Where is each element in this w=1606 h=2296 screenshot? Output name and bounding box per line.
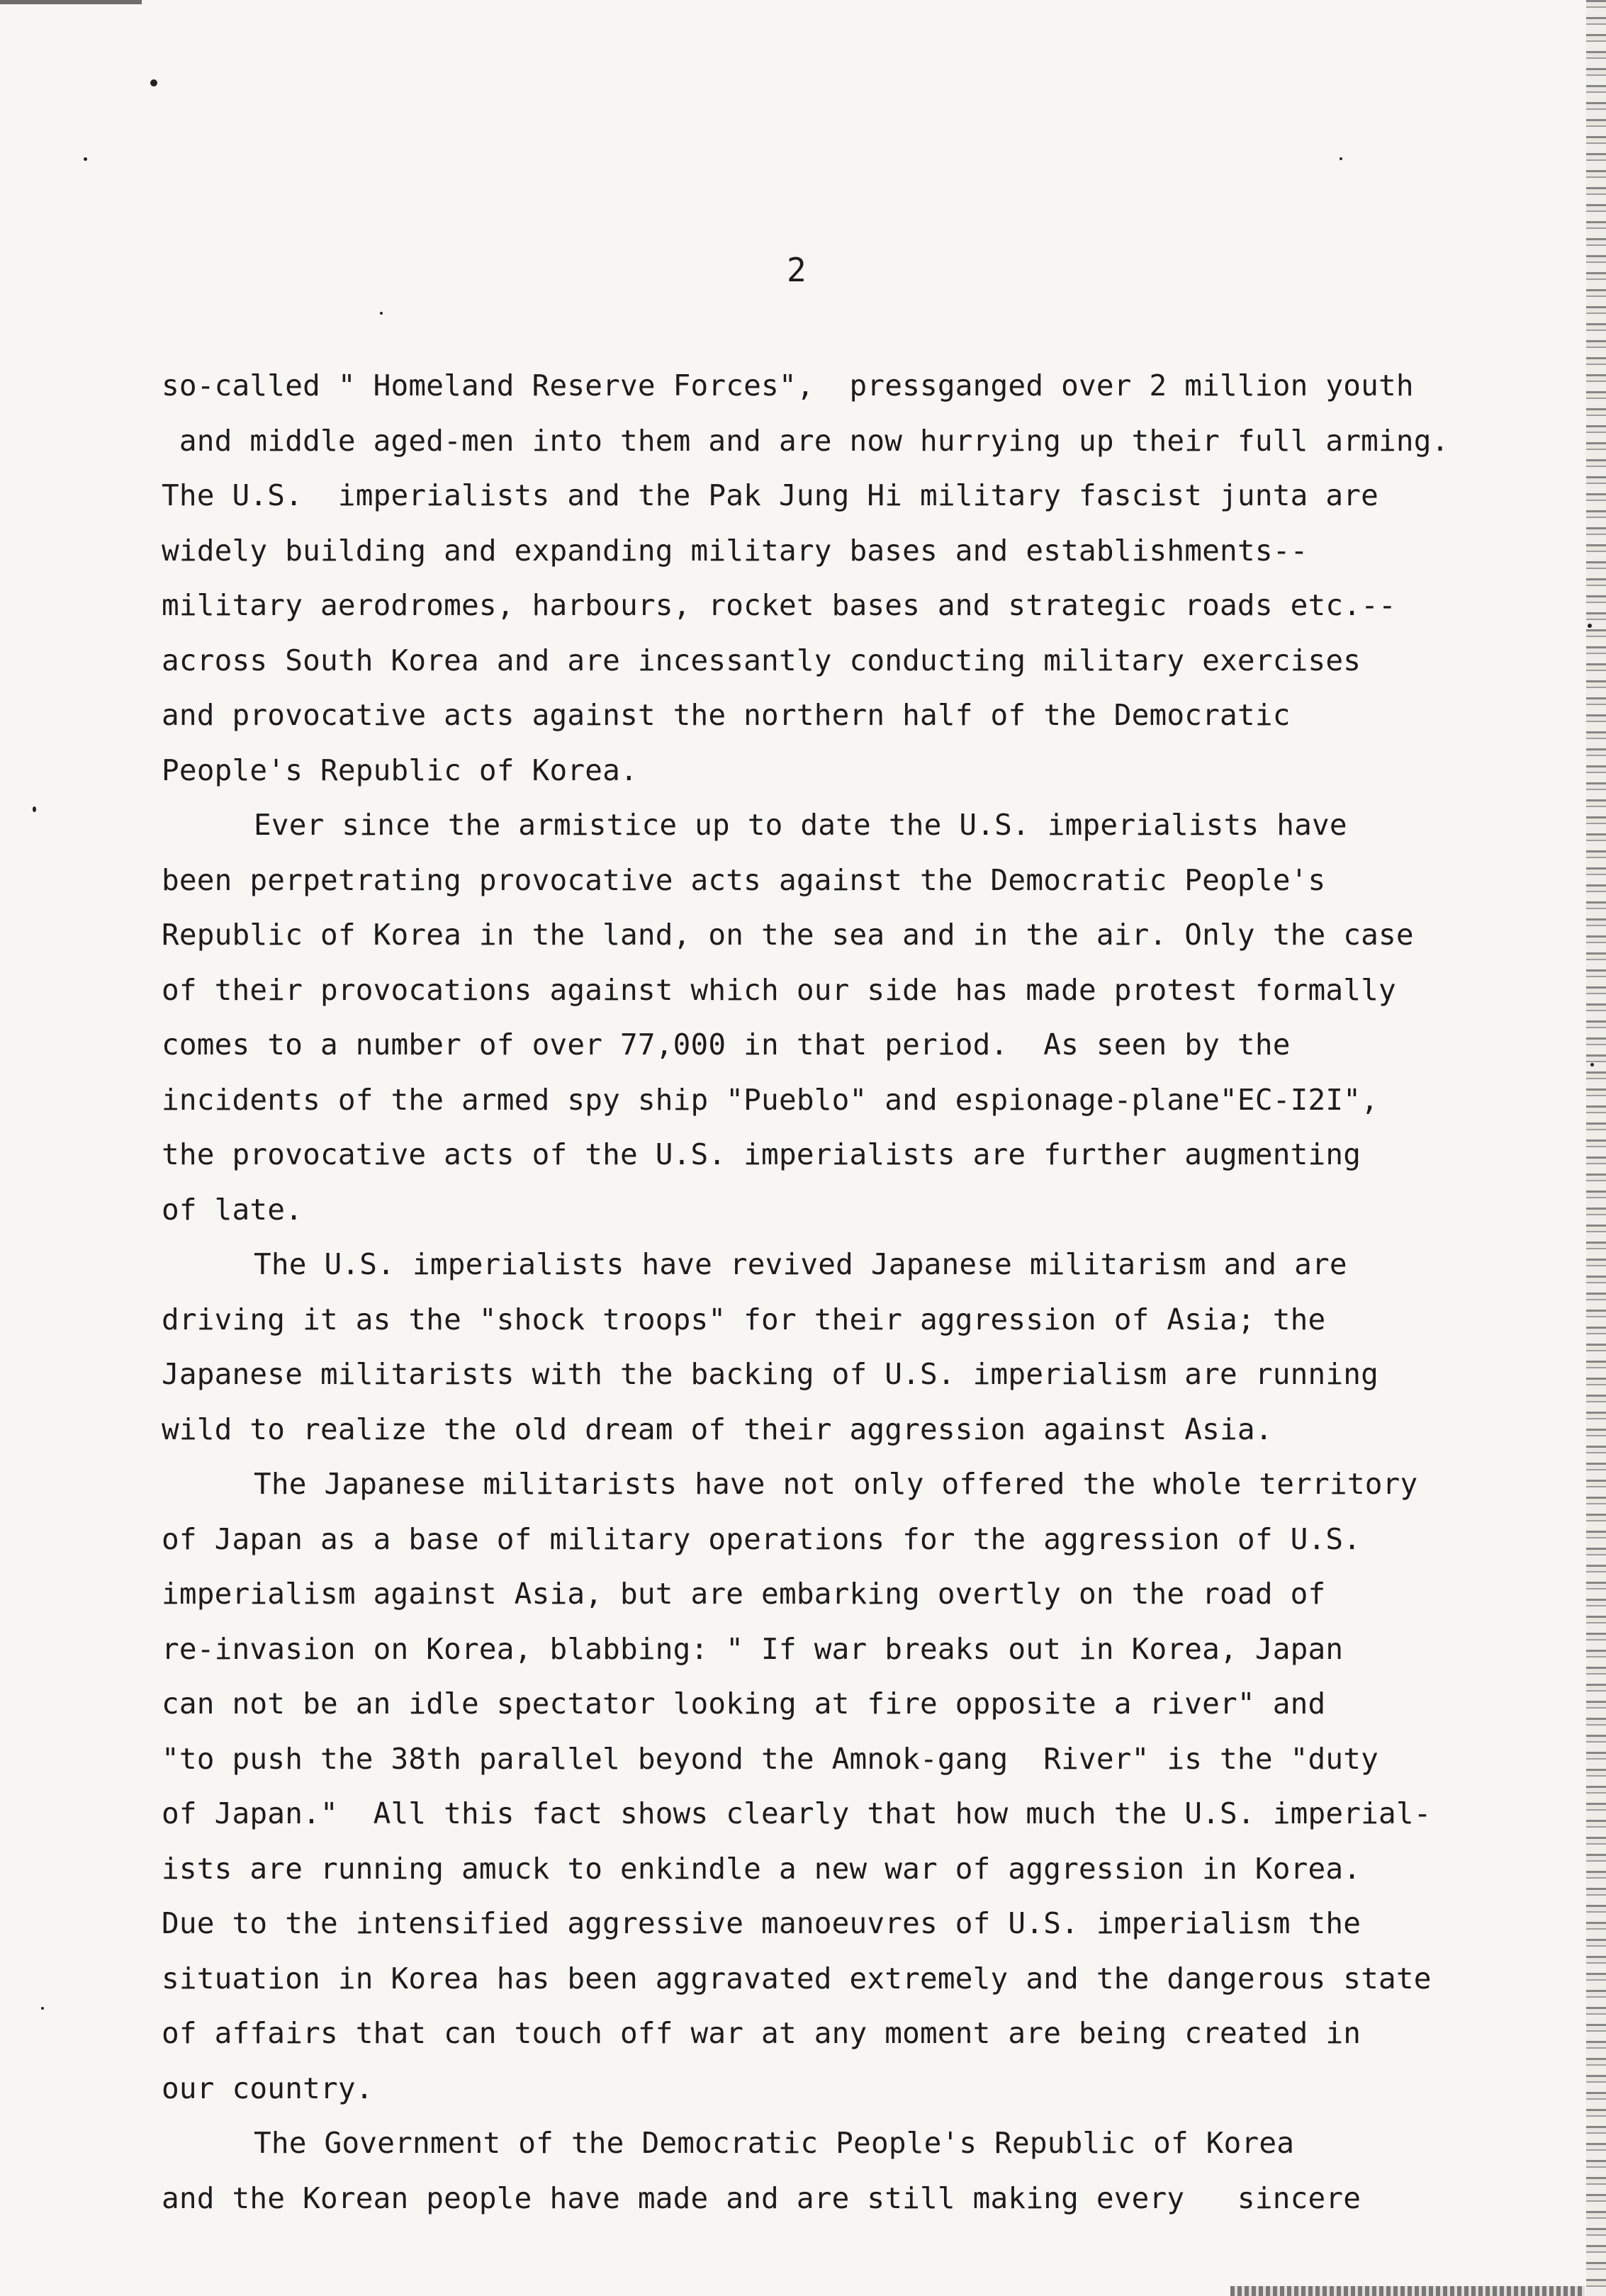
text-line: the provocative acts of the U.S. imperialists are further augmenting xyxy=(162,1137,1361,1171)
text-line: of their provocations against which our side has made protest formally xyxy=(162,972,1396,1007)
text-line: The U.S. imperialists have revived Japanese militarism and are xyxy=(254,1247,1347,1281)
text-line: been perpetrating provocative acts against the Democratic People's xyxy=(162,862,1326,897)
text-line: of Japan as a base of military operations for the aggression of U.S. xyxy=(162,1521,1361,1556)
text-line: so-called " Homeland Reserve Forces", pressganged over 2 million youth xyxy=(162,368,1414,403)
text-line: and the Korean people have made and are still making every sincere xyxy=(162,2180,1361,2215)
text-line: driving it as the "shock troops" for their aggression of Asia; the xyxy=(162,1302,1326,1336)
text-line: Due to the intensified aggressive manoeuvres of U.S. imperialism the xyxy=(162,1906,1361,1940)
text-line: imperialism against Asia, but are embarking overtly on the road of xyxy=(162,1577,1326,1611)
text-line: and middle aged-men into them and are now hurrying up their full arming. xyxy=(162,423,1449,458)
text-line: widely building and expanding military bases and establishments-- xyxy=(162,533,1308,568)
text-line: wild to realize the old dream of their aggression against Asia. xyxy=(162,1412,1273,1446)
text-line: ists are running amuck to enkindle a new war of aggression in Korea. xyxy=(162,1851,1361,1886)
text-line: People's Republic of Korea. xyxy=(162,753,638,787)
text-line: and provocative acts against the northern half of the Democratic xyxy=(162,698,1291,732)
scan-speck xyxy=(1590,1063,1594,1067)
page-number: 2 xyxy=(787,251,807,289)
text-line: of affairs that can touch off war at any moment are being created in xyxy=(162,2016,1361,2050)
scan-edge-bottom xyxy=(1230,2286,1585,2296)
text-line: of Japan." All this fact shows clearly that how much the U.S. imperial- xyxy=(162,1796,1432,1830)
text-line: our country. xyxy=(162,2071,374,2105)
scan-speck xyxy=(1340,157,1342,160)
scan-speck xyxy=(84,157,87,161)
scan-speck xyxy=(1588,624,1592,628)
text-line: comes to a number of over 77,000 in that period. As seen by the xyxy=(162,1028,1291,1062)
text-line: "to push the 38th parallel beyond the Amnok-gang River" is the "duty xyxy=(162,1741,1379,1776)
text-line: situation in Korea has been aggravated extremely and the dangerous state xyxy=(162,1961,1432,1996)
scan-speck xyxy=(150,79,157,86)
text-line: across South Korea and are incessantly conducting military exercises xyxy=(162,643,1361,677)
text-line: The Government of the Democratic People's Republic of Korea xyxy=(254,2126,1295,2160)
text-line: can not be an idle spectator looking at fire opposite a river" and xyxy=(162,1687,1326,1721)
text-line: Ever since the armistice up to date the U.S. imperialists have xyxy=(254,808,1347,842)
text-line: Japanese militarists with the backing of U.S. imperialism are running xyxy=(162,1357,1379,1391)
text-line: incidents of the armed spy ship "Pueblo" and espionage-plane"EC-I2I", xyxy=(162,1082,1379,1117)
text-line: The U.S. imperialists and the Pak Jung Hi military fascist junta are xyxy=(162,478,1379,512)
scan-edge-right xyxy=(1586,0,1606,2296)
text-line: re-invasion on Korea, blabbing: " If war breaks out in Korea, Japan xyxy=(162,1631,1344,1666)
scan-speck xyxy=(33,806,36,812)
text-line: Republic of Korea in the land, on the sea and in the air. Only the case xyxy=(162,918,1414,952)
body-text xyxy=(162,359,1551,2226)
text-line: The Japanese militarists have not only offered the whole territory xyxy=(254,1467,1418,1501)
text-line: of late. xyxy=(162,1192,303,1227)
text-line: military aerodromes, harbours, rocket bases and strategic roads etc.-- xyxy=(162,588,1396,622)
scan-edge-top xyxy=(0,0,142,4)
scan-speck xyxy=(41,2007,44,2010)
scan-speck xyxy=(380,312,383,315)
